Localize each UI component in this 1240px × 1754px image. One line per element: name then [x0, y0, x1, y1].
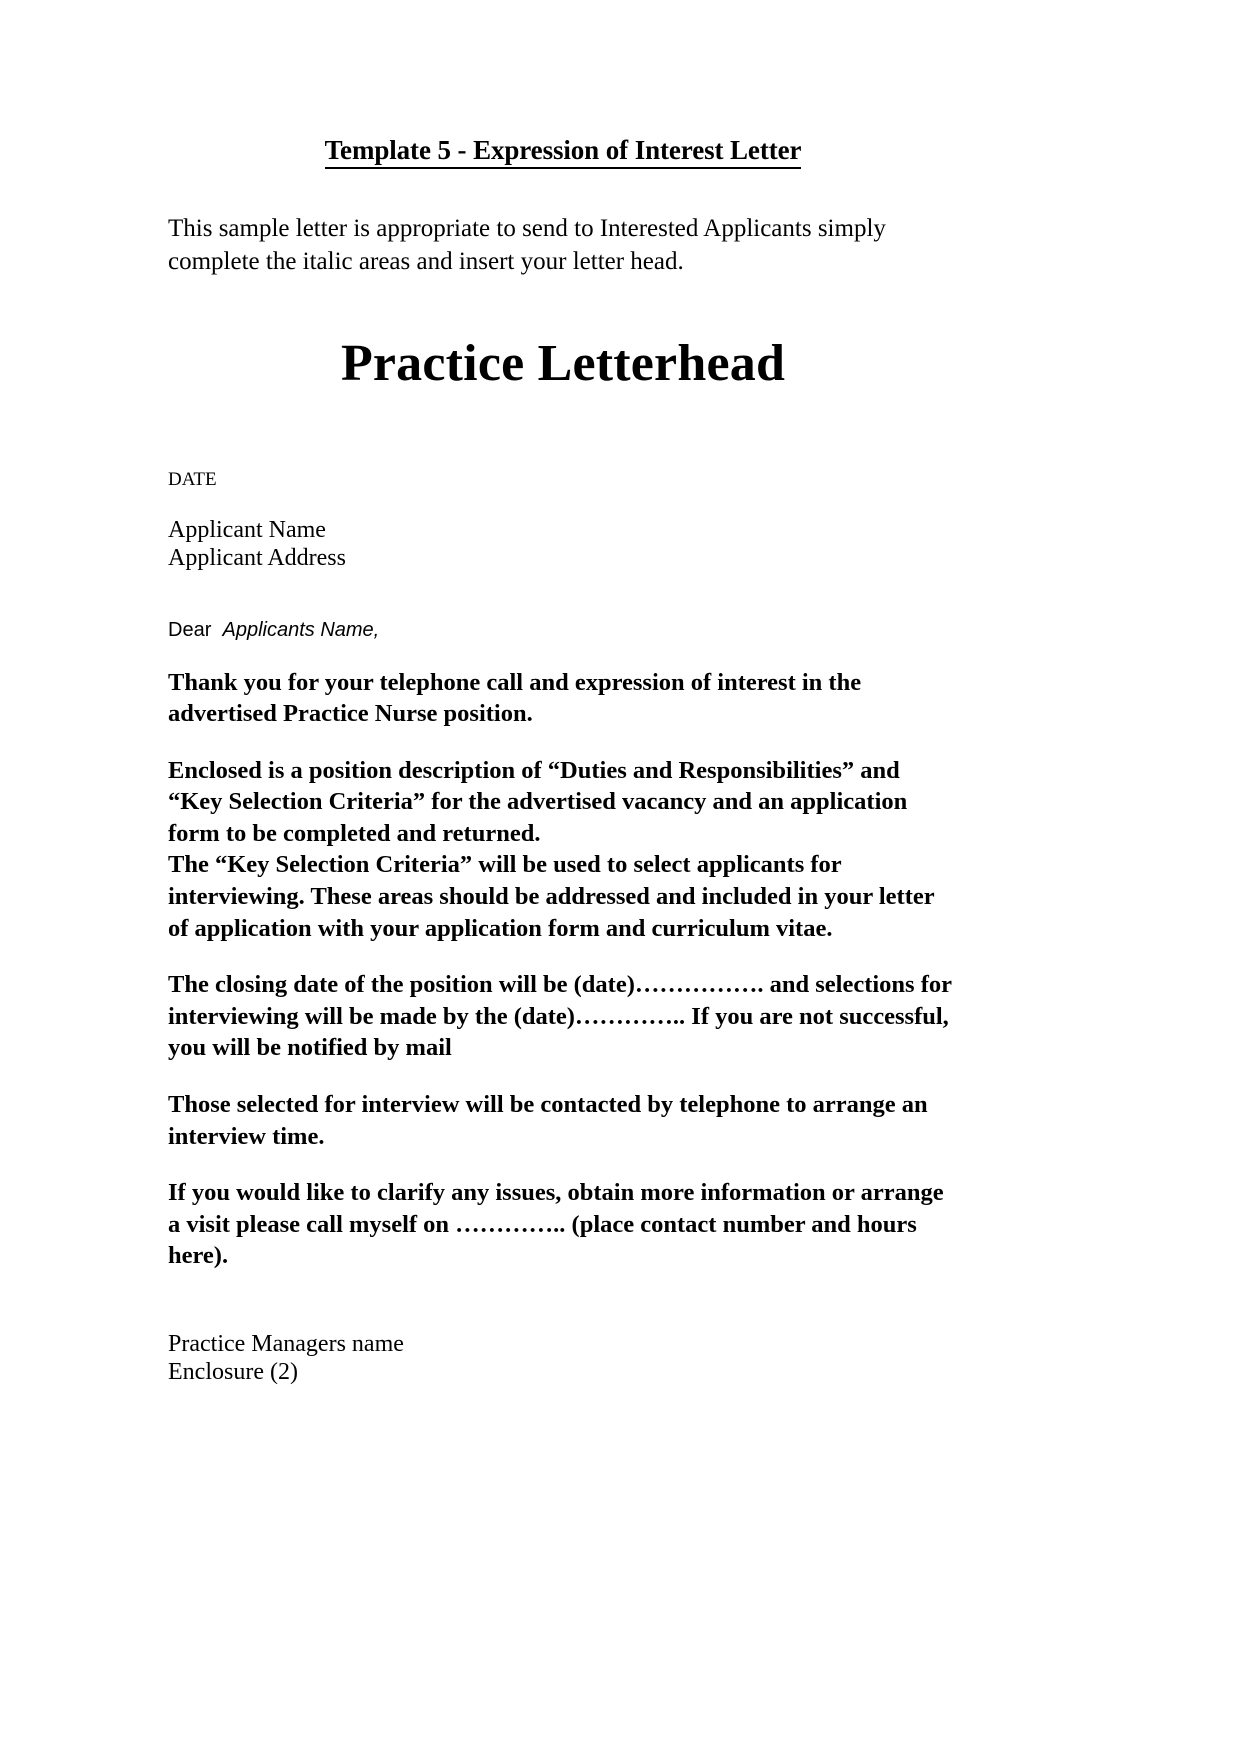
salutation-name-placeholder: Applicants Name,: [222, 618, 380, 641]
footer-signer: Practice Managers name: [168, 1331, 404, 1357]
footer-enclosure: Enclosure (2): [168, 1359, 298, 1386]
salutation-line: [168, 573, 958, 643]
body-paragraph: Those selected for interview will be contacted by telephone to arrange an interview time.: [168, 1091, 928, 1150]
letter-footer: [168, 1330, 868, 1387]
date-placeholder: DATE: [168, 469, 217, 491]
body-paragraph: Enclosed is a position description of “Duties and Responsibilities” and “Key Selection Criteria” for the advertised vacancy and an application form to be completed and returned.: [168, 756, 908, 847]
page-title: [168, 0, 958, 166]
letter-body: [168, 643, 958, 1273]
page-title-text: Template 5 - Expression of Interest Letter: [325, 135, 802, 169]
body-paragraph: If you would like to clarify any issues, obtain more information or arrange a visit please call myself on ………….. (place contact number and hours here).: [168, 1179, 944, 1270]
recipient-address-block: [168, 493, 958, 573]
body-paragraph: The closing date of the position will be (date)……………. and selections for interviewing will be made by the (date)………….. If you are not successful, you will be notified by mail: [168, 971, 952, 1062]
salutation-greeting: Dear: [168, 618, 212, 641]
document-content: [168, 0, 958, 1272]
letterhead-heading: Practice Letterhead: [340, 335, 786, 393]
recipient-name: Applicant Name: [168, 516, 326, 543]
body-paragraph: The “Key Selection Criteria” will be used to select applicants for interviewing. These areas should be addressed and included in your letter of application with your application form and curriculum vitae.: [168, 851, 935, 942]
intro-paragraph: This sample letter is appropriate to send to Interested Applicants simply complete the italic areas and insert your letter head.: [168, 215, 886, 276]
body-paragraph: Thank you for your telephone call and expression of interest in the advertised Practice Nurse position.: [168, 668, 862, 728]
recipient-address: Applicant Address: [168, 545, 346, 572]
